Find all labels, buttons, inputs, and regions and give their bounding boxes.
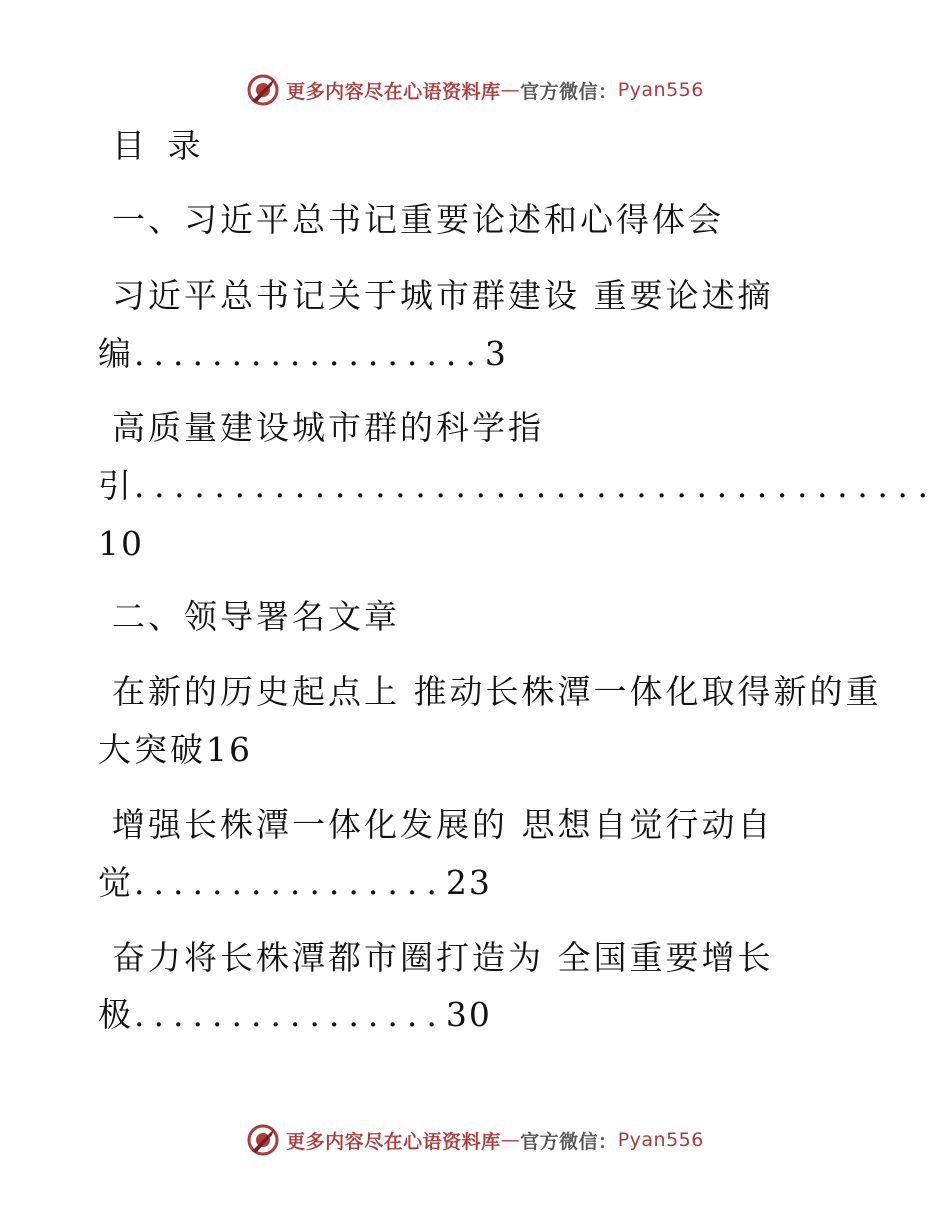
toc-item-5-line-1[interactable]: 奋力将长株潭都市圈打造为 全国重要增长 (112, 938, 774, 977)
quill-logo-icon (246, 1123, 280, 1157)
toc-item-5-line-2[interactable] (98, 995, 492, 1035)
toc-section-1: 一、习近平总书记重要论述和心得体会 (112, 200, 724, 239)
toc-item-5-text: 极 (98, 995, 134, 1034)
banner-separator: — (500, 79, 521, 101)
toc-item-3-page: 16 (206, 730, 252, 769)
toc-item-1-text: 编 (98, 334, 134, 373)
toc-item-1-line-1[interactable]: 习近平总书记关于城市群建设 重要论述摘 (112, 276, 774, 315)
banner-separator: — (500, 1129, 521, 1151)
toc-item-5-leader: ................ (134, 995, 446, 1034)
toc-item-4-page: 23 (445, 863, 492, 902)
toc-item-2-leader: ........................................ (134, 466, 938, 505)
toc-item-1-line-2[interactable] (98, 334, 508, 374)
banner-brand: 更多内容尽在心语资料库 (286, 80, 501, 103)
banner-brand: 更多内容尽在心语资料库 (286, 1130, 501, 1153)
toc-item-3-text: 大突破 (98, 730, 206, 769)
banner-wechat-id: Pyan556 (617, 1129, 704, 1151)
banner-wechat-label: 官方微信： (520, 80, 618, 103)
toc-section-2: 二、领导署名文章 (112, 597, 400, 636)
toc-item-4-line-2[interactable] (98, 863, 492, 903)
quill-logo-icon (246, 73, 280, 107)
toc-item-4-line-1[interactable]: 增强长株潭一体化发展的 思想自觉行动自 (112, 805, 774, 844)
toc-item-2-line-1[interactable]: 高质量建设城市群的科学指 (112, 408, 544, 447)
toc-item-4-text: 觉 (98, 863, 134, 902)
banner-wechat-id: Pyan556 (617, 79, 704, 101)
toc-item-2-line-2[interactable] (98, 466, 938, 506)
toc-item-2-page: 10 (98, 524, 144, 563)
toc-item-1-leader: .................. (134, 334, 485, 373)
toc-item-3-line-1[interactable]: 在新的历史起点上 推动长株潭一体化取得新的重 (112, 672, 882, 711)
toc-item-2-text: 引 (98, 466, 134, 505)
toc-title: 目 录 (112, 126, 207, 165)
toc-item-4-leader: ................ (134, 863, 446, 902)
toc-item-1-page: 3 (484, 334, 508, 373)
toc-item-5-page: 30 (445, 995, 492, 1034)
toc-item-3-line-2[interactable] (98, 730, 252, 770)
footer-banner (0, 1118, 950, 1162)
header-banner (0, 68, 950, 112)
banner-wechat-label: 官方微信： (520, 1130, 618, 1153)
